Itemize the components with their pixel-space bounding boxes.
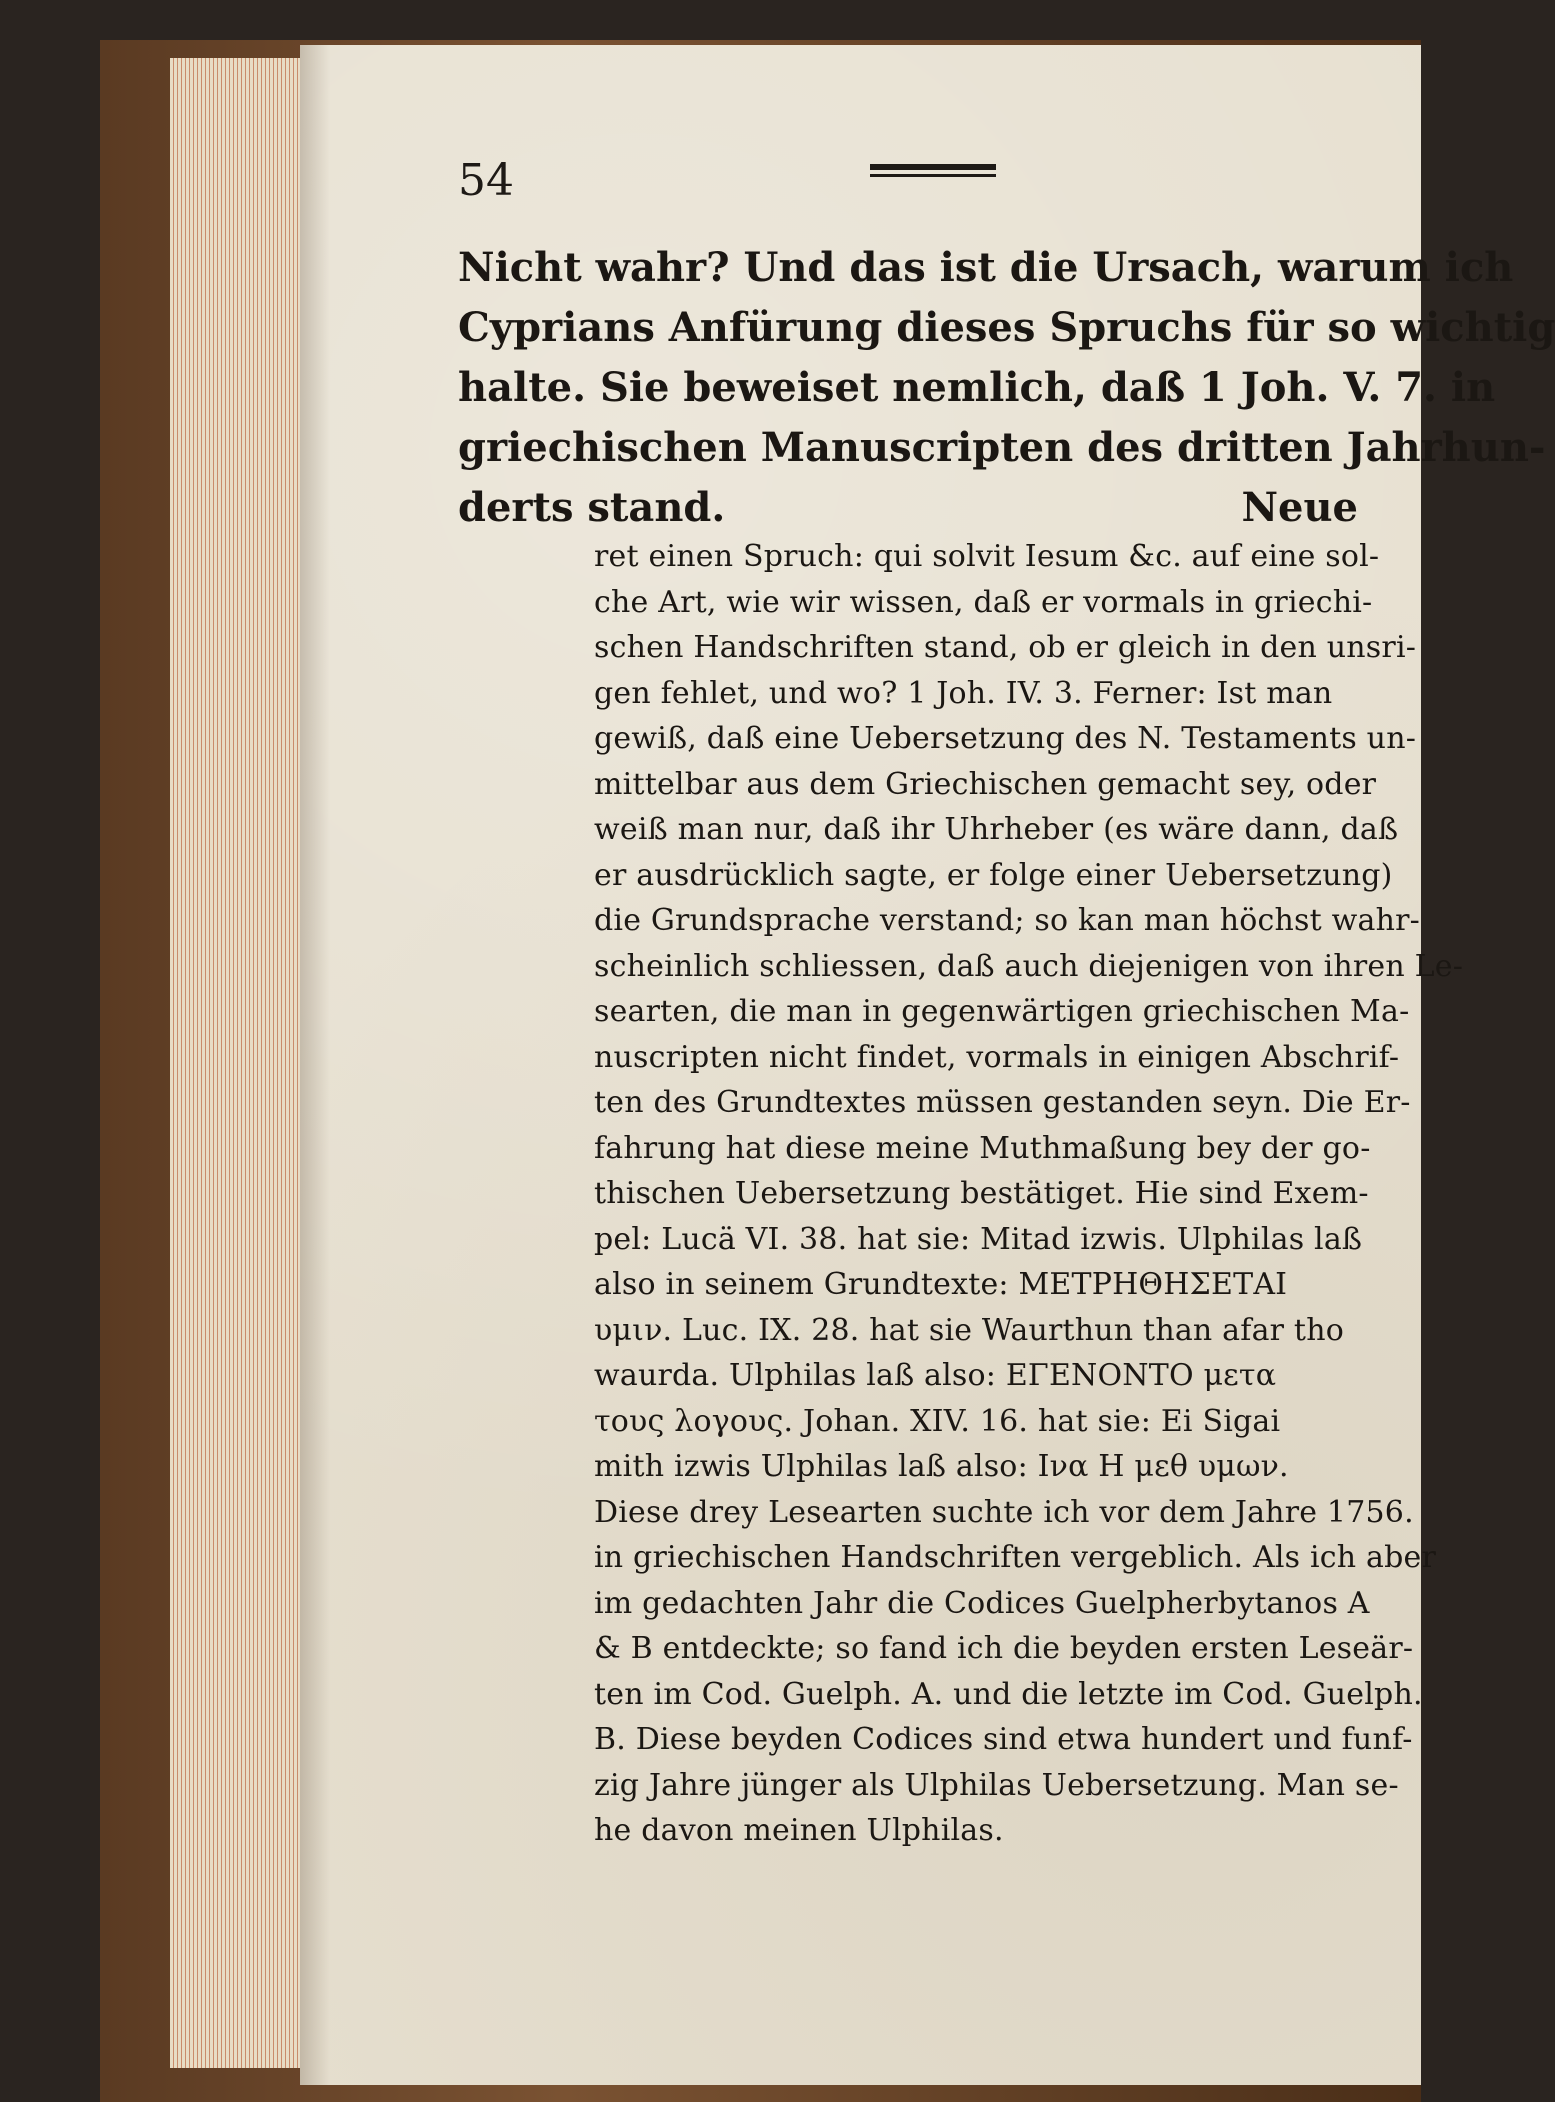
- text-line: B. Diese beyden Codices sind etwa hundert und funf-: [594, 1722, 1413, 1757]
- page-gutter-shadow: [300, 45, 330, 2085]
- footnote-block: [594, 534, 1464, 1854]
- text-line: he davon meinen Ulphilas.: [594, 1813, 1004, 1848]
- text-line: in griechischen Handschriften vergeblich. Als ich aber: [594, 1540, 1437, 1575]
- text-line: pel: Lucä VI. 38. hat sie: Mitad izwis. Ulphilas laß: [594, 1221, 1363, 1257]
- text-line: thischen Uebersetzung bestätiget. Hie sind Exem-: [594, 1176, 1369, 1211]
- text-line: ret einen Spruch: qui solvit Iesum &c. auf eine sol-: [594, 539, 1380, 574]
- text-line: er ausdrücklich sagte, er folge einer Uebersetzung): [594, 857, 1393, 893]
- text-line: searten, die man in gegenwärtigen griechischen Ma-: [594, 994, 1410, 1029]
- text-line: im gedachten Jahr die Codices Guelpherbytanos A: [594, 1585, 1370, 1621]
- catchword: Neue: [1241, 484, 1358, 531]
- text-line: [458, 478, 1358, 538]
- text-line: fahrung hat diese meine Muthmaßung bey der go-: [594, 1130, 1371, 1166]
- text-line: gewiß, daß eine Uebersetzung des N. Testaments un-: [594, 721, 1417, 756]
- text-line: die Grundsprache verstand; so kan man höchst wahr-: [594, 903, 1420, 938]
- intro-paragraph: [458, 238, 1555, 538]
- text-line: schen Handschriften stand, ob er gleich in den unsri-: [594, 630, 1417, 665]
- text-line: Cyprians Anfürung dieses Spruchs für so wichtig: [458, 304, 1555, 351]
- text-line: nuscripten nicht findet, vormals in einigen Abschrif-: [594, 1039, 1400, 1075]
- text-line: che Art, wie wir wissen, daß er vormals in griechi-: [594, 584, 1373, 620]
- page-edges: [170, 58, 320, 2068]
- text-line: mittelbar aus dem Griechischen gemacht sey, oder: [594, 766, 1377, 802]
- text-line-end: derts stand.: [458, 484, 726, 531]
- text-line: also in seinem Grundtexte: ΜΕΤΡΗΘΗΣΕΤΑΙ: [594, 1267, 1288, 1302]
- text-line: ten im Cod. Guelph. A. und die letzte im Cod. Guelph.: [594, 1676, 1423, 1712]
- text-line: zig Jahre jünger als Ulphilas Uebersetzung. Man se-: [594, 1767, 1399, 1803]
- text-line: & B entdeckte; so fand ich die beyden ersten Leseär-: [594, 1631, 1414, 1666]
- text-line: Nicht wahr? Und das ist die Ursach, warum ich: [458, 244, 1514, 291]
- text-line: τους λογους. Johan. XIV. 16. hat sie: Ei Sigai: [594, 1403, 1281, 1439]
- text-line: υμιν. Luc. IX. 28. hat sie Waurthun than afar tho: [594, 1312, 1344, 1348]
- text-line: mith izwis Ulphilas laß also: Ινα Η μεθ υμων.: [594, 1449, 1289, 1484]
- text-line: halte. Sie beweiset nemlich, daß 1 Joh. V. 7. in: [458, 364, 1496, 411]
- page-number: 54: [458, 155, 514, 206]
- text-line: ten des Grundtextes müssen gestanden seyn. Die Er-: [594, 1085, 1411, 1120]
- text-line: waurda. Ulphilas laß also: ΕΓΕΝΟΝΤΟ μετα: [594, 1358, 1277, 1393]
- text-line: scheinlich schliessen, daß auch diejenigen von ihren Le-: [594, 948, 1464, 984]
- text-line: weiß man nur, daß ihr Uhrheber (es wäre dann, daß: [594, 812, 1399, 847]
- text-line: gen fehlet, und wo? 1 Joh. IV. 3. Ferner: Ist man: [594, 675, 1333, 711]
- text-line: griechischen Manuscripten des dritten Jahrhun-: [458, 424, 1546, 471]
- main-text: [458, 238, 1555, 1854]
- header-rule: [870, 164, 996, 178]
- text-line: Diese drey Lesearten suchte ich vor dem Jahre 1756.: [594, 1494, 1414, 1530]
